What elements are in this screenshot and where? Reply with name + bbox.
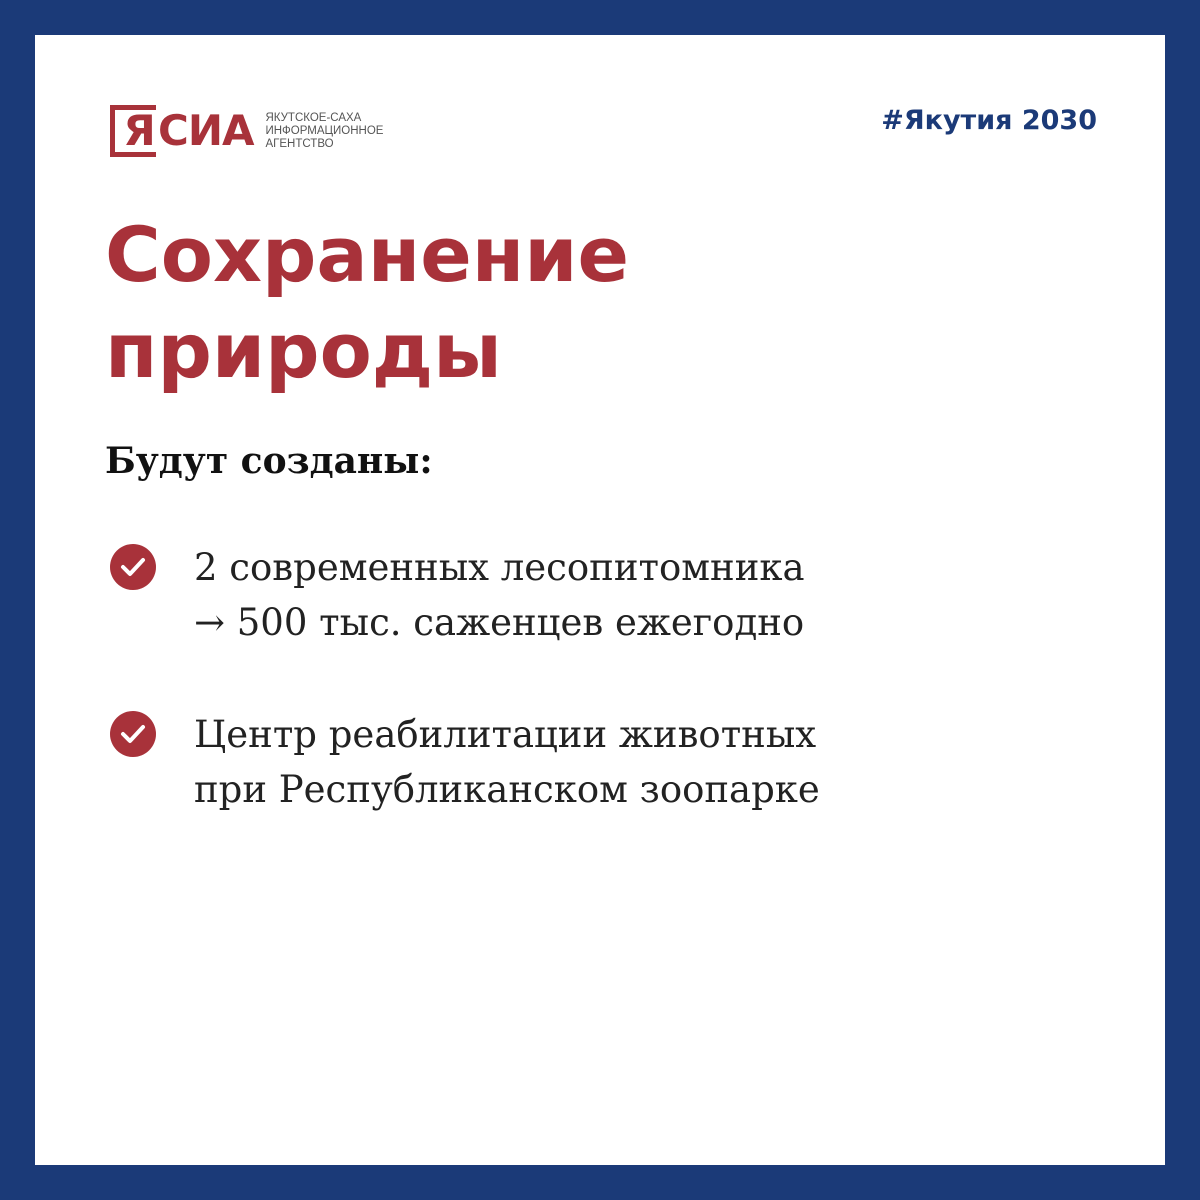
logo-bracket — [110, 105, 156, 157]
logo-subtitle-line: АГЕНТСТВО — [265, 137, 334, 150]
hashtag: #Якутия 2030 — [881, 105, 1097, 136]
title-line: природы — [105, 306, 502, 395]
logo-subtitle-line: ЯКУТСКОЕ-САХА — [265, 111, 362, 124]
logo-word: СИА — [158, 106, 254, 155]
logo-subtitle-line: ИНФОРМАЦИОННОЕ — [265, 124, 384, 137]
title-line: Сохранение — [105, 210, 630, 299]
page-title — [105, 207, 629, 399]
list-item-line: при Республиканском зоопарке — [194, 768, 820, 811]
check-circle-icon — [110, 711, 156, 757]
list-item-line: → 500 тыс. саженцев ежегодно — [194, 601, 805, 644]
list-item — [110, 540, 805, 650]
list-item-line: Центр реабилитации животных — [194, 713, 817, 756]
check-circle-icon — [110, 544, 156, 590]
section-heading: Будут созданы: — [105, 440, 433, 482]
logo-letter: Я — [123, 106, 156, 155]
list-item-text — [194, 707, 820, 817]
list-item-text — [194, 540, 805, 650]
logo-subtitle — [265, 112, 383, 151]
list-item-line: 2 современных лесопитомника — [194, 546, 805, 589]
list-item — [110, 707, 820, 817]
logo-mark — [110, 105, 253, 157]
card — [35, 35, 1165, 1165]
logo — [110, 105, 383, 157]
